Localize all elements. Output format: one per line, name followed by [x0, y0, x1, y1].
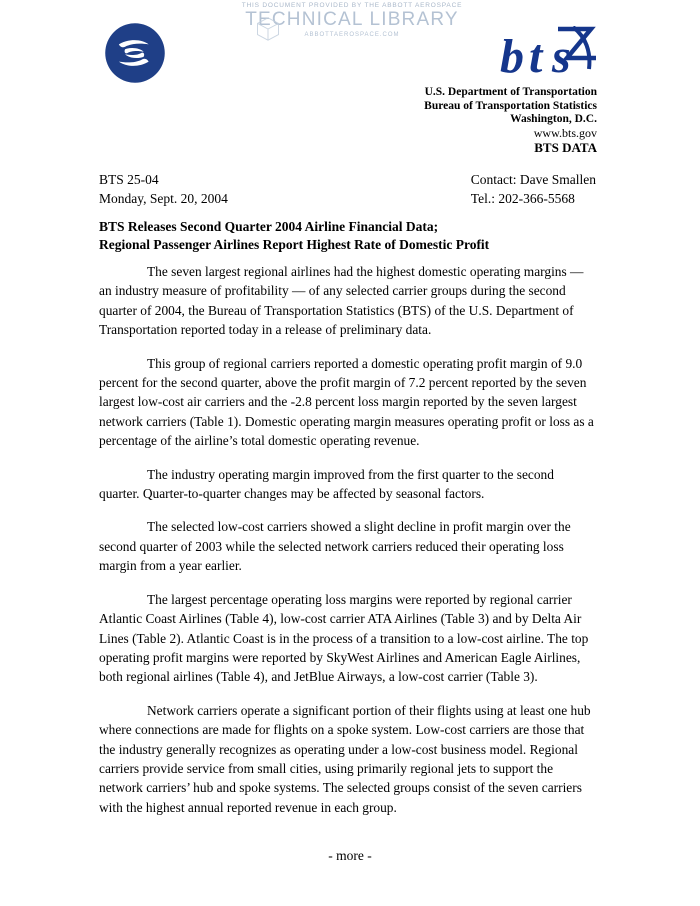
- bts-data-label: BTS DATA: [534, 140, 597, 155]
- headline-line-2: Regional Passenger Airlines Report Highest Rate of Domestic Profit: [99, 237, 490, 252]
- release-contact: Contact: Dave Smallen: [470, 172, 596, 187]
- page-footer-more: - more -: [328, 848, 372, 863]
- svg-text:b: b: [500, 30, 524, 83]
- bts-logo-icon: [498, 26, 608, 86]
- release-number: BTS 25-04: [99, 172, 159, 187]
- agency-url[interactable]: www.bts.gov: [533, 125, 597, 140]
- svg-text:s: s: [552, 30, 571, 83]
- agency-block: [277, 86, 597, 155]
- body-paragraph: The industry operating margin improved from the first quarter to the second quarter. Quarter-to-quarter changes may be affected by seasonal factors.: [99, 466, 554, 502]
- agency-department: U.S. Department of Transportation: [424, 86, 597, 98]
- agency-bureau: Bureau of Transportation Statistics: [424, 99, 597, 112]
- body-paragraph: The seven largest regional airlines had the highest domestic operating margins — an industry measure of profitability — of any selected carrier groups during the second quarter of 2004, the Bureau of Transportation Statistics (BTS) of the U.S. Department of Transportation reported today in a release of preliminary data.: [99, 264, 584, 338]
- body-paragraph: Network carriers operate a significant portion of their flights using at least one hub where connections are made for flights on a spoke system. Low-cost carriers are those that the industry generally recognizes as operating under a low-cost business model. Regional carriers provide service from small cities, using primarily regional jets to support the network carriers’ hub and spoke systems. The selected groups consist of the seven carriers with the highest annual reported revenue in each group.: [99, 702, 591, 815]
- agency-city: Washington, D.C.: [510, 113, 597, 125]
- body-paragraph: This group of regional carriers reported a domestic operating profit margin of 9.0 percent for the second quarter, above the profit margin of 7.2 percent reported by the seven largest low-cost air carriers and the -2.8 percent loss margin reported by the seven largest network carriers (Table 1). Domestic operating margin measures operating profit or loss as a percentage of the airline’s total domestic operating revenue.: [99, 355, 594, 449]
- page-title: [99, 218, 599, 254]
- watermark: [232, 2, 472, 38]
- release-right-column: [471, 170, 596, 208]
- svg-text:t: t: [529, 30, 543, 83]
- release-phone: Tel.: 202-366-5568: [470, 191, 575, 206]
- watermark-title: TECHNICAL LIBRARY: [245, 9, 459, 30]
- body-paragraph: The selected low-cost carriers showed a slight decline in profit margin over the second quarter of 2003 while the selected network carriers reduced their operating loss margin from a year earlier.: [99, 519, 571, 574]
- release-date: Monday, Sept. 20, 2004: [99, 191, 228, 206]
- watermark-top-line: THIS DOCUMENT PROVIDED BY THE ABBOTT AEROSPACE: [241, 2, 463, 9]
- watermark-url: ABBOTTAEROSPACE.COM: [304, 31, 400, 38]
- body-paragraph: The largest percentage operating loss margins were reported by regional carrier Atlantic Coast Airlines (Table 4), low-cost carrier ATA Airlines (Table 3) and by Delta Air Lines (Table 2). Atlantic Coast is in the process of a transition to a low-cost airline. The top operating profit margins were reported by SkyWest Airlines and American Eagle Airlines, both regional airlines (Table 4), and JetBlue Airways, a low-cost carrier (Table 3).: [99, 591, 589, 685]
- headline-line-1: BTS Releases Second Quarter 2004 Airline Financial Data;: [99, 219, 439, 234]
- cube-icon: [254, 15, 282, 43]
- release-left-column: [99, 170, 228, 208]
- release-info-row: [99, 170, 596, 208]
- dot-triskelion-seal-icon: [104, 22, 166, 84]
- body-text: [99, 262, 596, 831]
